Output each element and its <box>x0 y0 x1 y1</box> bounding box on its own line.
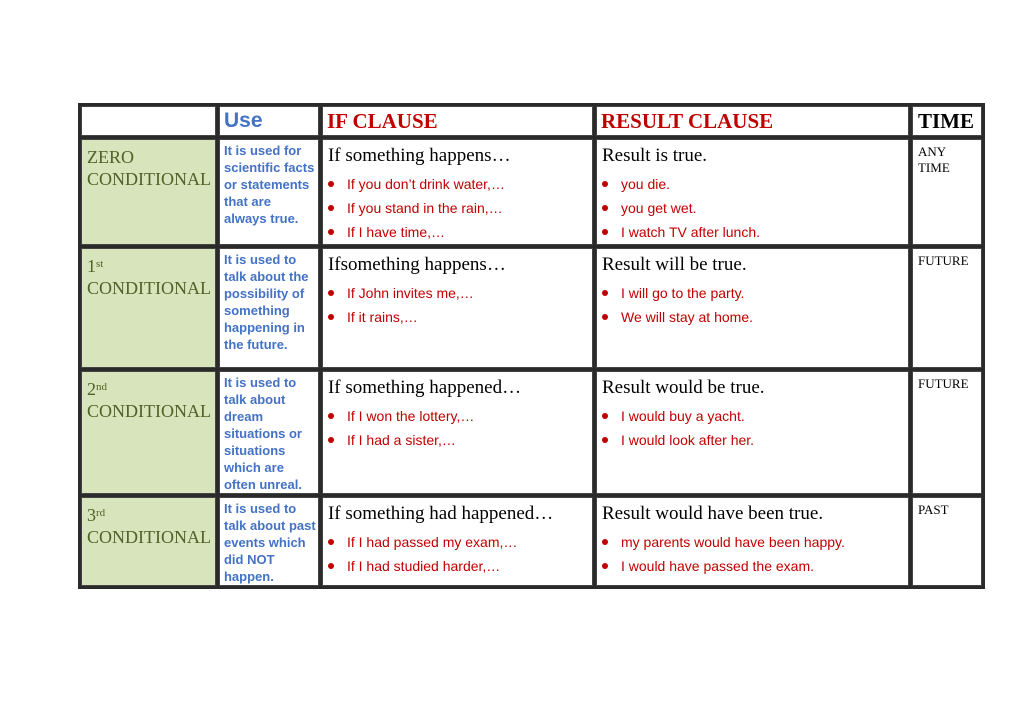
result-clause-cell <box>596 139 909 245</box>
conditional-name-line1: 3 <box>87 505 96 525</box>
row-first-conditional <box>81 248 982 368</box>
bullet-icon <box>328 290 334 296</box>
if-clause-head: If something happens… <box>327 145 511 166</box>
conditional-name <box>81 248 216 368</box>
time-cell: FUTURE <box>912 248 982 368</box>
result-clause-head: Result would have been true. <box>601 503 824 524</box>
result-examples <box>597 172 908 244</box>
bullet-icon <box>328 437 334 443</box>
if-examples <box>323 172 592 244</box>
bullet-icon <box>602 205 608 211</box>
result-examples <box>597 530 908 578</box>
conditional-name-line2: CONDITIONAL <box>87 278 211 298</box>
conditional-name-line1: 2 <box>87 379 96 399</box>
example-text: I will go to the party. <box>620 285 745 301</box>
conditional-name <box>81 371 216 494</box>
list-item <box>602 196 908 220</box>
example-text: If I have time,… <box>346 224 446 240</box>
if-clause-head: Ifsomething happens… <box>327 254 506 275</box>
list-item <box>328 428 592 452</box>
header-empty-cell <box>81 106 216 136</box>
result-clause-cell <box>596 248 909 368</box>
conditional-name-sup: nd <box>96 381 107 393</box>
example-text: my parents would have been happy. <box>620 534 845 550</box>
header-row <box>81 106 982 136</box>
example-text: I would look after her. <box>620 432 755 448</box>
use-description: It is used to talk about past events which did NOT happen. <box>219 497 319 586</box>
use-description: It is used to talk about the possibility of something happening in the future. <box>219 248 319 368</box>
if-clause-head: If something happened… <box>327 377 522 398</box>
example-text: If I had a sister,… <box>346 432 456 448</box>
example-text: I would have passed the exam. <box>620 558 814 574</box>
list-item <box>328 220 592 244</box>
bullet-icon <box>328 205 334 211</box>
list-item <box>328 281 592 305</box>
if-clause-cell <box>322 248 593 368</box>
header-use: Use <box>219 106 319 136</box>
row-zero-conditional <box>81 139 982 245</box>
conditional-name <box>81 497 216 586</box>
list-item <box>602 172 908 196</box>
result-clause-head: Result would be true. <box>601 377 765 398</box>
example-text: you die. <box>620 176 671 192</box>
bullet-icon <box>602 181 608 187</box>
example-text: If I had passed my exam,… <box>346 534 518 550</box>
result-clause-head: Result will be true. <box>601 254 747 275</box>
list-item <box>602 404 908 428</box>
list-item <box>602 428 908 452</box>
list-item <box>602 281 908 305</box>
list-item <box>328 530 592 554</box>
list-item <box>602 305 908 329</box>
conditional-name-line1: ZERO <box>87 147 134 167</box>
bullet-icon <box>328 563 334 569</box>
result-clause-head: Result is true. <box>601 145 708 166</box>
row-third-conditional <box>81 497 982 586</box>
example-text: If it rains,… <box>346 309 418 325</box>
bullet-icon <box>602 413 608 419</box>
if-examples <box>323 281 592 329</box>
example-text: I watch TV after lunch. <box>620 224 761 240</box>
conditional-name-sup: rd <box>96 507 106 519</box>
conditional-name-line2: CONDITIONAL <box>87 169 211 189</box>
example-text: I would buy a yacht. <box>620 408 745 424</box>
bullet-icon <box>602 290 608 296</box>
time-cell: PAST <box>912 497 982 586</box>
conditional-name-line1: 1 <box>87 256 96 276</box>
list-item <box>602 530 908 554</box>
bullet-icon <box>328 413 334 419</box>
list-item <box>602 220 908 244</box>
bullet-icon <box>328 314 334 320</box>
bullet-icon <box>602 314 608 320</box>
conditional-name-sup: st <box>96 258 104 270</box>
bullet-icon <box>602 539 608 545</box>
bullet-icon <box>602 229 608 235</box>
time-cell: ANY TIME <box>912 139 982 245</box>
list-item <box>328 305 592 329</box>
use-description: It is used to talk about dream situations or situations which are often unreal. <box>219 371 319 494</box>
row-second-conditional <box>81 371 982 494</box>
header-if-clause: IF CLAUSE <box>322 106 593 136</box>
if-examples <box>323 404 592 452</box>
conditionals-table <box>78 103 985 589</box>
list-item <box>328 172 592 196</box>
bullet-icon <box>602 437 608 443</box>
if-clause-cell <box>322 139 593 245</box>
result-examples <box>597 281 908 329</box>
result-clause-cell <box>596 497 909 586</box>
conditional-name-line2: CONDITIONAL <box>87 527 211 547</box>
example-text: If I won the lottery,… <box>346 408 475 424</box>
example-text: We will stay at home. <box>620 309 753 325</box>
example-text: If I had studied harder,… <box>346 558 501 574</box>
result-examples <box>597 404 908 452</box>
example-text: If you stand in the rain,… <box>346 200 503 216</box>
bullet-icon <box>328 181 334 187</box>
example-text: If you don’t drink water,… <box>346 176 505 192</box>
bullet-icon <box>602 563 608 569</box>
example-text: If John invites me,… <box>346 285 474 301</box>
list-item <box>602 554 908 578</box>
bullet-icon <box>328 539 334 545</box>
if-clause-cell <box>322 497 593 586</box>
list-item <box>328 554 592 578</box>
conditional-name-line2: CONDITIONAL <box>87 401 211 421</box>
conditional-name <box>81 139 216 245</box>
if-examples <box>323 530 592 578</box>
bullet-icon <box>328 229 334 235</box>
list-item <box>328 404 592 428</box>
if-clause-head: If something had happened… <box>327 503 554 524</box>
header-result-clause: RESULT CLAUSE <box>596 106 909 136</box>
header-time: TIME <box>912 106 982 136</box>
result-clause-cell <box>596 371 909 494</box>
example-text: you get wet. <box>620 200 697 216</box>
if-clause-cell <box>322 371 593 494</box>
use-description: It is used for scientific facts or statements that are always true. <box>219 139 319 245</box>
list-item <box>328 196 592 220</box>
time-cell: FUTURE <box>912 371 982 494</box>
